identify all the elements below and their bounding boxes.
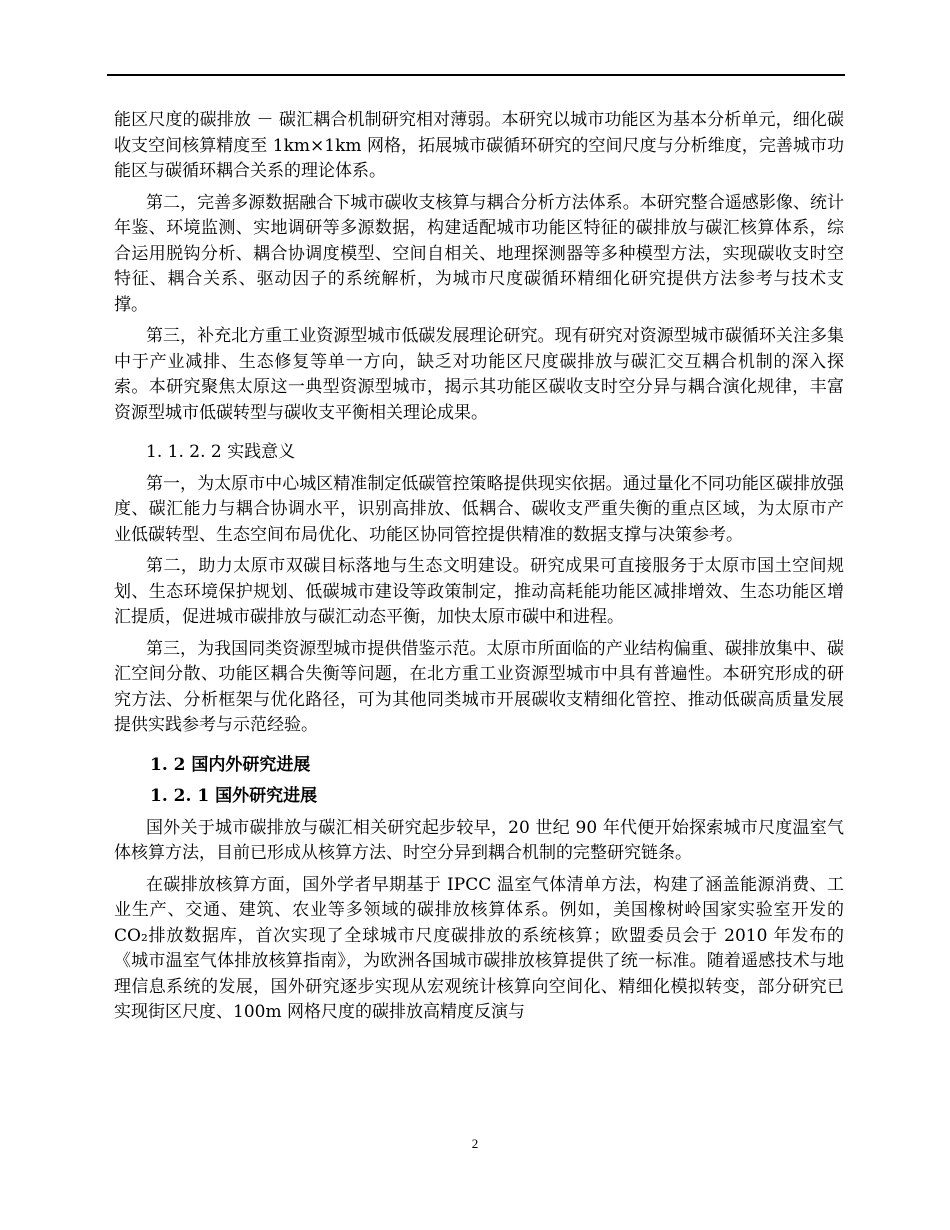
paragraph: 第一，为太原市中心城区精准制定低碳管控策略提供现实依据。通过量化不同功能区碳排放强度、碳汇能力与耦合协调水平，识别高排放、低耦合、碳收支严重失衡的重点区域，为太原市产业低碳转型、生态空间布局优化、功能区协同管控提供精准的数据支撑与决策参考。 (114, 473, 844, 545)
paragraph: 第二，助力太原市双碳目标落地与生态文明建设。研究成果可直接服务于太原市国土空间规划、生态环境保护规划、低碳城市建设等政策制定，推动高耗能功能区减排增效、生态功能区增汇提质，促进城市碳排放与碳汇动态平衡，加快太原市碳中和进程。 (114, 556, 844, 627)
paragraph: 能区尺度的碳排放 － 碳汇耦合机制研究相对薄弱。本研究以城市功能区为基本分析单元，细化碳收支空间核算精度至 1km×1km 网格，拓展城市碳循环研究的空间尺度与分析维度，完善城市功能区与碳循环耦合关系的理论体系。 (114, 110, 844, 181)
subsection-title-practical-significance: 1. 1. 2. 2 实践意义 (146, 442, 296, 462)
paragraph: 第三，为我国同类资源型城市提供借鉴示范。太原市所面临的产业结构偏重、碳排放集中、碳汇空间分散、功能区耦合失衡等问题，在北方重工业资源型城市中具有普遍性。本研究形成的研究方法、分析框架与优化路径，可为其他同类城市开展碳收支精细化管控、推动低碳高质量发展提供实践参考与示范经验。 (114, 638, 844, 735)
header-rule (107, 74, 845, 76)
page-number: 2 (471, 1136, 479, 1151)
paragraph: 第二，完善多源数据融合下城市碳收支核算与耦合分析方法体系。本研究整合遥感影像、统计年鉴、环境监测、实地调研等多源数据，构建适配城市功能区特征的碳排放与碳汇核算体系，综合运用脱钩分析、耦合协调度模型、空间自相关、地理探测器等多种模型方法，实现碳收支时空特征、耦合关系、驱动因子的系统解析，为城市尺度碳循环精细化研究提供方法参考与技术支撑。 (114, 192, 844, 315)
section-title-research-progress: 1. 2 国内外研究进展 (150, 754, 311, 775)
paragraph: 第三，补充北方重工业资源型城市低碳发展理论研究。现有研究对资源型城市碳循环关注多集中于产业减排、生态修复等单一方向，缺乏对功能区尺度碳排放与碳汇交互耦合机制的深入探索。本研究聚焦太原这一典型资源型城市，揭示其功能区碳收支时空分异与耦合演化规律，丰富资源型城市低碳转型与碳收支平衡相关理论成果。 (114, 326, 844, 423)
paragraph: 国外关于城市碳排放与碳汇相关研究起步较早，20 世纪 90 年代便开始探索城市尺度温室气体核算方法，目前已形成从核算方法、时空分异到耦合机制的完整研究链条。 (114, 817, 844, 863)
page-content (114, 108, 844, 1032)
paragraph: 在碳排放核算方面，国外学者早期基于 IPCC 温室气体清单方法，构建了涵盖能源消费、工业生产、交通、建筑、农业等多领域的碳排放核算体系。例如，美国橡树岭国家实验室开发的 CO₂排放数据库，首次实现了全球城市尺度碳排放的系统核算；欧盟委员会于 2010 年发布的《城市温室气体排放核算指南》，为欧洲各国城市碳排放核算提供了统一标准。随着遥感技术与地理信息系统的发展，国外研究逐步实现从宏观统计核算向空间化、精细化模拟转变，部分研究已实现街区尺度、100m 网格尺度的碳排放高精度反演与 (114, 874, 844, 1022)
subsection-title-foreign-progress: 1. 2. 1 国外研究进展 (150, 786, 318, 806)
